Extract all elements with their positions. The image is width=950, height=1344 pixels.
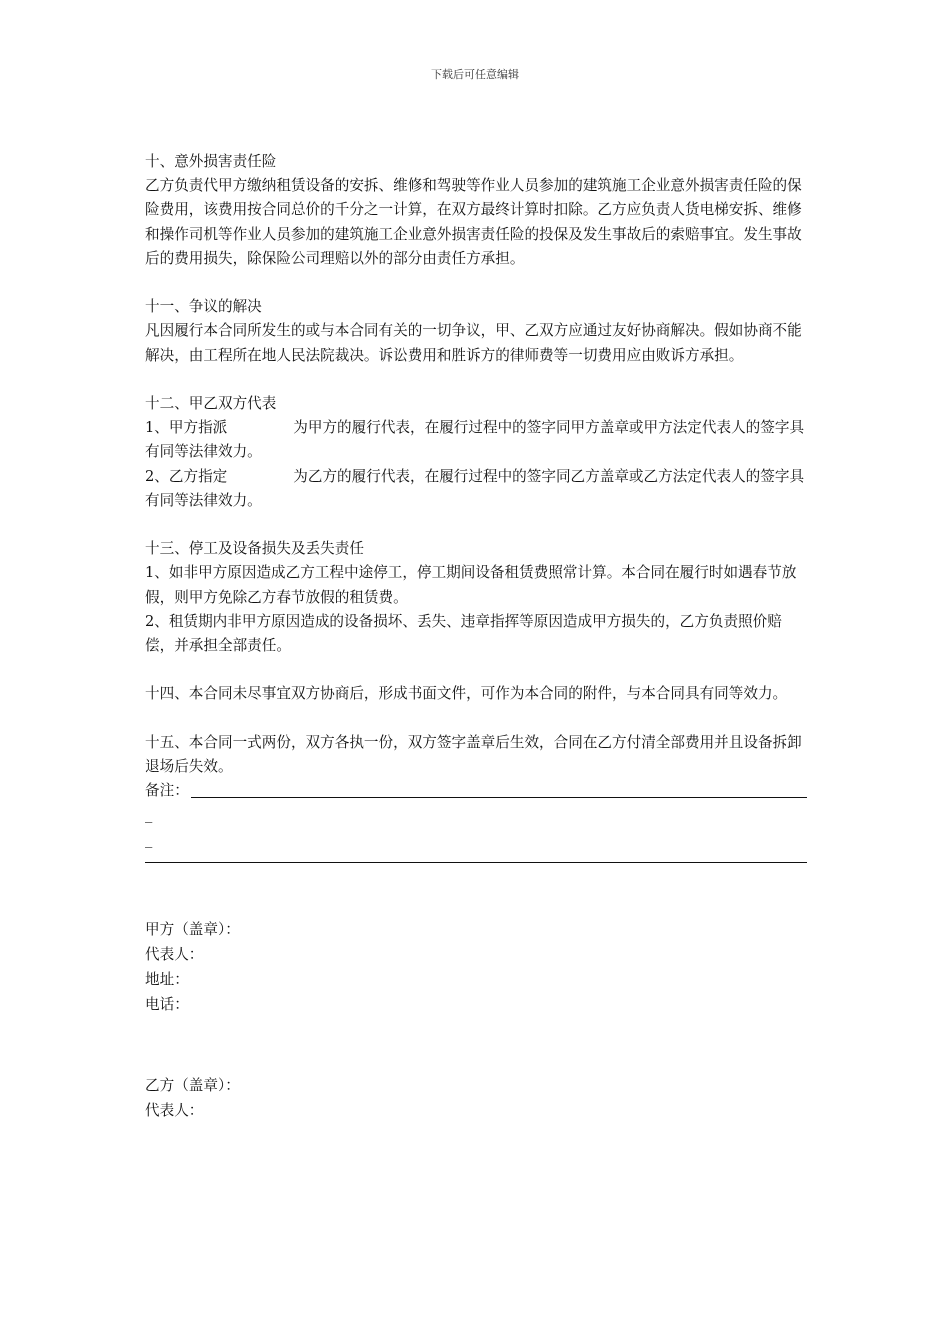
party-a-signature-block <box>145 917 807 1017</box>
header-note: 下载后可任意编辑 <box>431 68 519 81</box>
remarks-label: 备注： <box>145 782 189 800</box>
section-title: 十二、甲乙双方代表 <box>145 395 277 412</box>
rep-clause-a <box>145 416 807 464</box>
rep-suffix: 为甲方的履行代表，在履行过程中的签字同甲方盖章或甲方法定代表人的签字具有同等法律效力。 <box>145 419 805 461</box>
remarks-dash-line: _ <box>145 806 153 824</box>
rep-prefix: 2、乙方指定 <box>145 467 228 485</box>
rep-suffix: 为乙方的履行代表，在履行过程中的签字同乙方盖章或乙方法定代表人的签字具有同等法律效力。 <box>145 467 805 509</box>
party-b-signature-block <box>145 1073 807 1123</box>
section-title: 十一、争议的解决 <box>145 298 262 316</box>
section-paragraph: 凡因履行本合同所发生的或与本合同有关的一切争议，甲、乙双方应通过友好协商解决。假如协商不能解决，由工程所在地人民法院裁决。诉讼费用和胜诉方的律师费等一切费用应由败诉方承担。 <box>145 322 802 364</box>
party-a-rep: 代表人： <box>145 945 204 963</box>
section-paragraph: 十五、本合同一式两份，双方各执一份，双方签字盖章后生效，合同在乙方付清全部费用并且设备拆卸退场后失效。 <box>145 733 802 775</box>
party-a-address: 地址： <box>145 970 189 988</box>
section-paragraph: 乙方负责代甲方缴纳租赁设备的安拆、维修和驾驶等作业人员参加的建筑施工企业意外损害责任险的保险费用，该费用按合同总价的千分之一计算，在双方最终计算时扣除。乙方应负责人货电梯安拆、维修和操作司机等作业人员参加的建筑施工企业意外损害责任险的投保及发生事故后的索赔事宜。发生事故后的费用损失，除保险公司理赔以外的部分由责任方承担。 <box>145 177 802 267</box>
section-paragraph: 十四、本合同未尽事宜双方协商后，形成书面文件，可作为本合同的附件，与本合同具有同等效力。 <box>145 685 788 703</box>
section-title: 十三、停工及设备损失及丢失责任 <box>145 540 364 558</box>
party-b-rep: 代表人： <box>145 1101 204 1119</box>
remarks-row <box>145 779 807 803</box>
section-paragraph: 2、租赁期内非甲方原因造成的设备损坏、丢失、违章指挥等原因造成甲方损失的，乙方负责照价赔偿，并承担全部责任。 <box>145 612 782 655</box>
party-a-title: 甲方（盖章）： <box>145 920 240 938</box>
remarks-dash-line: _ <box>145 830 153 848</box>
party-b-title: 乙方（盖章）： <box>145 1076 240 1094</box>
section-title: 十、意外损害责任险 <box>145 153 277 170</box>
party-a-phone: 电话： <box>145 995 189 1013</box>
remarks-full-underline <box>145 852 807 863</box>
document-body <box>145 150 807 1123</box>
section-paragraph: 1、如非甲方原因造成乙方工程中途停工，停工期间设备租赁费照常计算。本合同在履行时如遇春节放假，则甲方免除乙方春节放假的租赁费。 <box>145 564 797 606</box>
rep-clause-b <box>145 465 807 513</box>
rep-prefix: 1、甲方指派 <box>145 419 228 437</box>
remarks-underline <box>191 779 807 798</box>
